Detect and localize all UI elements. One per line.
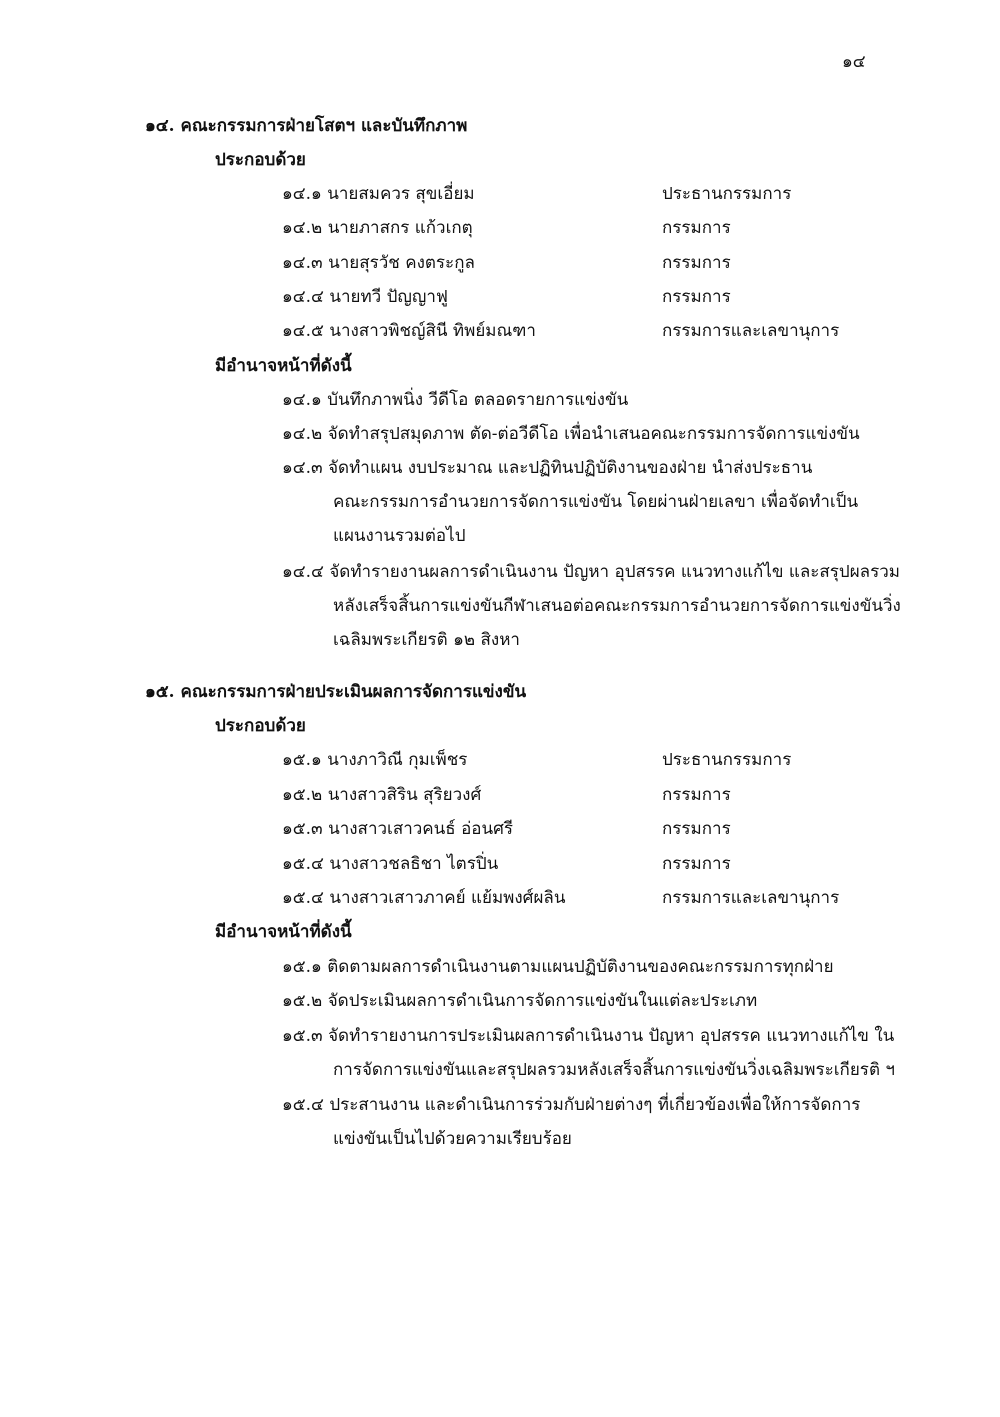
- duty-number: ๑๔.๑: [282, 390, 322, 410]
- member-row: [282, 748, 467, 772]
- member-row: [282, 319, 536, 343]
- member-role: กรรมการ: [662, 854, 731, 874]
- duty-continuation: คณะกรรมการอำนวยการจัดการแข่งขัน โดยผ่านฝ่ายเลขา เพื่อจัดทำเป็น: [333, 492, 859, 512]
- member-role: ประธานกรรมการ: [662, 750, 792, 770]
- member-number: ๑๔.๕: [282, 321, 324, 341]
- section-heading: ๑๕. คณะกรรมการฝ่ายประเมินผลการจัดการแข่งขัน: [145, 682, 527, 702]
- duty-item: [282, 955, 834, 979]
- member-role: กรรมการและเลขานุการ: [662, 888, 840, 908]
- member-role: กรรมการ: [662, 819, 731, 839]
- member-number: ๑๔.๓: [282, 253, 323, 273]
- duty-item: [282, 989, 757, 1013]
- member-name: นางสาวสิริน สุริยวงศ์: [327, 785, 482, 805]
- member-row: [282, 182, 475, 206]
- duty-item: [282, 422, 860, 446]
- member-number: ๑๕.๑: [282, 750, 322, 770]
- page-number: ๑๔: [842, 52, 866, 72]
- member-number: ๑๔.๑: [282, 184, 322, 204]
- duty-continuation: หลังเสร็จสิ้นการแข่งขันกีฬาเสนอต่อคณะกรรมการอำนวยการจัดการแข่งขันวิ่ง: [333, 596, 901, 616]
- member-name: นายภาสกร แก้วเกตุ: [327, 218, 473, 238]
- duty-text: ประสานงาน และดำเนินการร่วมกับฝ่ายต่างๆ ที่เกี่ยวข้องเพื่อให้การจัดการ: [329, 1095, 861, 1115]
- member-number: ๑๕.๔: [282, 888, 324, 908]
- member-row: [282, 817, 513, 841]
- duty-continuation: แผนงานรวมต่อไป: [333, 526, 466, 546]
- duty-text: บันทึกภาพนิ่ง วีดีโอ ตลอดรายการแข่งขัน: [327, 390, 629, 410]
- member-role: กรรมการ: [662, 218, 731, 238]
- member-name: นายสุรวัช คงตระกูล: [328, 253, 475, 273]
- member-name: นางสาวพิชญ์สินี ทิพย์มณฑา: [329, 321, 536, 341]
- duty-item: [282, 1024, 894, 1048]
- composed-label: ประกอบด้วย: [215, 716, 306, 736]
- composed-label: ประกอบด้วย: [215, 150, 306, 170]
- duty-continuation: แข่งขันเป็นไปด้วยความเรียบร้อย: [333, 1129, 572, 1149]
- member-row: [282, 285, 448, 309]
- duty-continuation: การจัดการแข่งขันและสรุปผลรวมหลังเสร็จสิ้นการแข่งขันวิ่งเฉลิมพระเกียรติ ฯ: [333, 1060, 895, 1080]
- member-number: ๑๕.๔: [282, 854, 324, 874]
- member-number: ๑๕.๓: [282, 819, 323, 839]
- section-heading: ๑๔. คณะกรรมการฝ่ายโสตฯ และบันทึกภาพ: [145, 116, 468, 136]
- member-name: นางสาวชลธิชา ไตรปิ่น: [329, 854, 499, 874]
- duty-number: ๑๕.๒: [282, 991, 323, 1011]
- member-name: นางสาวเสาวคนธ์ อ่อนศรี: [328, 819, 514, 839]
- duty-number: ๑๕.๑: [282, 957, 322, 977]
- member-row: [282, 886, 565, 910]
- duty-number: ๑๔.๔: [282, 562, 324, 582]
- duty-item: [282, 560, 900, 584]
- duty-text: จัดประเมินผลการดำเนินการจัดการแข่งขันในแต่ละประเภท: [327, 991, 758, 1011]
- member-name: นายทวี ปัญญาฟู: [329, 287, 448, 307]
- duty-text: จัดทำแผน งบประมาณ และปฏิทินปฏิบัติงานของฝ่าย นำส่งประธาน: [328, 458, 813, 478]
- duty-number: ๑๕.๓: [282, 1026, 323, 1046]
- member-row: [282, 251, 475, 275]
- duty-text: จัดทำรายงานผลการดำเนินงาน ปัญหา อุปสรรค แนวทางแก้ไข และสรุปผลรวม: [329, 562, 900, 582]
- member-role: กรรมการ: [662, 785, 731, 805]
- duty-text: ติดตามผลการดำเนินงานตามแผนปฏิบัติงานของคณะกรรมการทุกฝ่าย: [327, 957, 834, 977]
- duties-label: มีอำนาจหน้าที่ดังนี้: [215, 922, 352, 942]
- duty-item: [282, 456, 812, 480]
- duty-text: จัดทำรายงานการประเมินผลการดำเนินงาน ปัญหา อุปสรรค แนวทางแก้ไข ใน: [328, 1026, 895, 1046]
- member-name: นายสมควร สุขเอี่ยม: [327, 184, 475, 204]
- member-role: กรรมการ: [662, 287, 731, 307]
- duty-number: ๑๕.๔: [282, 1095, 324, 1115]
- member-role: ประธานกรรมการ: [662, 184, 792, 204]
- duty-number: ๑๔.๓: [282, 458, 323, 478]
- member-row: [282, 852, 498, 876]
- member-number: ๑๔.๒: [282, 218, 323, 238]
- duty-item: [282, 1093, 860, 1117]
- duty-item: [282, 388, 628, 412]
- duty-continuation: เฉลิมพระเกียรติ ๑๒ สิงหา: [333, 630, 520, 650]
- member-name: นางภาวิณี กุมเพ็ชร: [327, 750, 468, 770]
- member-number: ๑๕.๒: [282, 785, 323, 805]
- member-name: นางสาวเสาวภาคย์ แย้มพงศ์ผลิน: [329, 888, 566, 908]
- duty-text: จัดทำสรุปสมุดภาพ ตัด-ต่อวีดีโอ เพื่อนำเสนอคณะกรรมการจัดการแข่งขัน: [327, 424, 860, 444]
- duty-number: ๑๔.๒: [282, 424, 323, 444]
- member-row: [282, 216, 473, 240]
- member-role: กรรมการ: [662, 253, 731, 273]
- member-row: [282, 783, 481, 807]
- duties-label: มีอำนาจหน้าที่ดังนี้: [215, 356, 352, 376]
- member-role: กรรมการและเลขานุการ: [662, 321, 840, 341]
- member-number: ๑๔.๔: [282, 287, 324, 307]
